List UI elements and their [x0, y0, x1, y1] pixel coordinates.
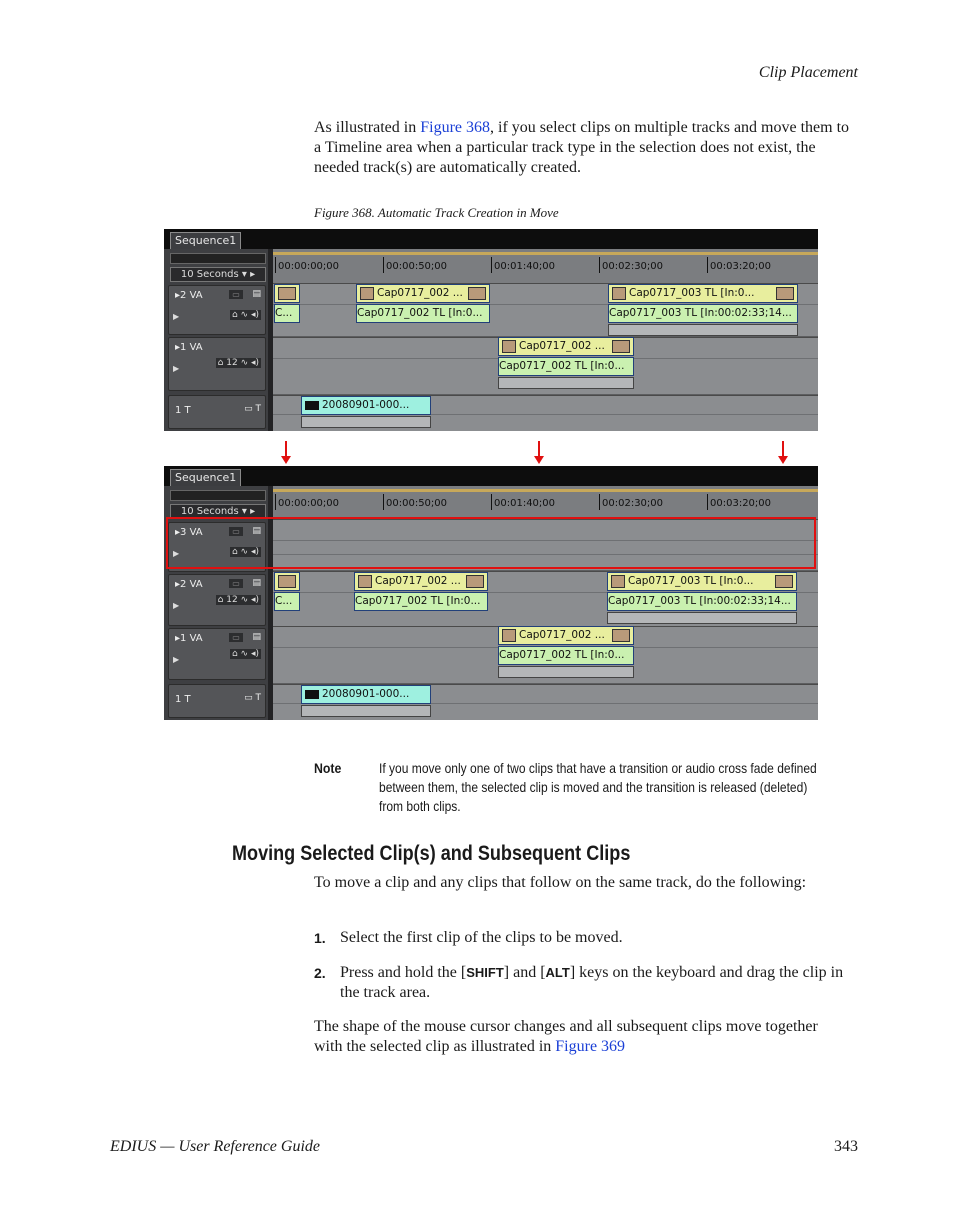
audio-toggle-icon[interactable]: ⌂ ∿ ◂) [231, 310, 259, 320]
ruler-tick: 00:00:00;00 [275, 494, 339, 510]
lock-icon[interactable]: ▭ [229, 633, 243, 642]
clip-audio[interactable]: C... [274, 304, 300, 323]
clip-icon [611, 575, 625, 588]
running-header: Clip Placement [758, 64, 858, 81]
step-text: Select the first clip of the clips to be moved. [340, 929, 623, 946]
ruler-strip [273, 252, 818, 255]
sequence-tab-bar [164, 466, 818, 486]
audio-toggle-icon[interactable]: ⌂ 12 ∿ ◂) [217, 595, 259, 605]
clip-waveform [607, 612, 797, 624]
clip-audio[interactable]: Cap0717_002 TL [In:0... [498, 646, 634, 665]
audio-toggle-icon[interactable]: ⌂ ∿ ◂) [231, 547, 259, 557]
video-toggle-icon[interactable]: ▤ [252, 578, 261, 588]
ruler-tick: 00:01:40;00 [491, 257, 555, 273]
clip-audio[interactable]: Cap0717_002 TL [In:0... [356, 304, 490, 323]
timeline-ruler[interactable] [273, 486, 818, 520]
clip-thumbnail [776, 287, 794, 300]
sequence-tab[interactable]: Sequence1 [170, 469, 241, 486]
alt-key: ALT [545, 965, 570, 980]
clip-video[interactable] [274, 284, 300, 303]
intro-before: As illustrated in [314, 119, 421, 136]
clip-audio[interactable]: Cap0717_003 TL [In:00:02:33;14... [608, 304, 798, 323]
clip-video[interactable]: Cap0717_002 ... [498, 626, 634, 645]
red-down-arrow [538, 441, 540, 457]
clip-thumbnail [775, 575, 793, 588]
shift-key: SHIFT [466, 965, 504, 980]
clip-waveform [498, 666, 634, 678]
ruler-tick: 00:02:30;00 [599, 257, 663, 273]
ruler-tick: 00:00:00;00 [275, 257, 339, 273]
track-name: ▸1 VA [175, 633, 203, 644]
timeline-ruler[interactable] [273, 249, 818, 283]
intro-paragraph [314, 118, 859, 178]
sequence-tab-bar [164, 229, 818, 249]
clip-icon [502, 340, 516, 353]
film-icon [305, 690, 319, 699]
clip-audio[interactable]: Cap0717_003 TL [In:00:02:33;14... [607, 592, 797, 611]
ruler-tick: 00:03:20;00 [707, 257, 771, 273]
ruler-tick: 00:03:20;00 [707, 494, 771, 510]
ruler-strip [273, 489, 818, 492]
zoom-slider[interactable] [170, 490, 266, 501]
track-name: 1 T [175, 405, 191, 416]
title-track-icon[interactable]: ▭ T [244, 693, 261, 703]
track-name: ▸2 VA [175, 579, 203, 590]
footer-title: EDIUS — User Reference Guide [110, 1138, 321, 1155]
clip-video[interactable]: Cap0717_002 ... [356, 284, 490, 303]
film-icon [305, 401, 319, 410]
clip-video[interactable] [274, 572, 300, 591]
clip-audio[interactable]: Cap0717_002 TL [In:0... [498, 357, 634, 376]
track-name: ▸1 VA [175, 342, 203, 353]
clip-thumbnail [612, 629, 630, 642]
step-1 [314, 928, 859, 949]
section-heading: Moving Selected Clip(s) and Subsequent Clips [232, 842, 631, 865]
track-name: ▸3 VA [175, 527, 203, 538]
clip-audio[interactable]: C... [274, 592, 300, 611]
clip-audio[interactable]: Cap0717_002 TL [In:0... [354, 592, 488, 611]
track-header-panel [164, 249, 270, 431]
ruler-tick: 00:01:40;00 [491, 494, 555, 510]
clip-thumbnail [278, 287, 296, 300]
clip-waveform [608, 324, 798, 336]
step-number: 2. [314, 965, 326, 981]
expand-icon[interactable]: ▶ [173, 549, 180, 558]
para-result: The shape of the mouse cursor changes and all subsequent clips move together with the selected clip as illustrated in Figure 369 [314, 1018, 818, 1055]
clip-video[interactable]: Cap0717_003 TL [In:0... [607, 572, 797, 591]
step-number: 1. [314, 930, 326, 946]
clip-video[interactable]: Cap0717_002 ... [498, 337, 634, 356]
figure-caption: Figure 368. Automatic Track Creation in Move [314, 205, 559, 220]
lock-icon[interactable]: ▭ [229, 527, 243, 536]
step-text: Press and hold the [SHIFT] and [ALT] keys on the keyboard and drag the clip in the track area. [340, 964, 844, 1001]
clip-video[interactable]: Cap0717_002 ... [354, 572, 488, 591]
clip-video[interactable]: Cap0717_003 TL [In:0... [608, 284, 798, 303]
clip-thumbnail [466, 575, 484, 588]
video-toggle-icon[interactable]: ▤ [252, 526, 261, 536]
title-clip-bar [301, 705, 431, 717]
track-header-1t[interactable] [168, 395, 266, 429]
title-clip[interactable]: 20080901-000... [301, 396, 431, 415]
track-header-1t[interactable] [168, 684, 266, 718]
title-clip[interactable]: 20080901-000... [301, 685, 431, 704]
clip-icon [360, 287, 374, 300]
timeline-before [164, 229, 818, 431]
timescale-select[interactable]: 10 Seconds ▾ ▸ [170, 267, 266, 282]
expand-icon[interactable]: ▶ [173, 312, 180, 321]
timescale-select[interactable]: 10 Seconds ▾ ▸ [170, 504, 266, 519]
sequence-tab[interactable]: Sequence1 [170, 232, 241, 249]
clip-icon [612, 287, 626, 300]
figure-369-link[interactable]: Figure 369 [555, 1038, 626, 1055]
clip-icon [502, 629, 516, 642]
intro-after: , if you select clips on multiple tracks and move them to a Timeline area when a particular track type in the selection does not exist, the needed track(s) are automatically created. [314, 119, 850, 176]
note-label: Note [314, 760, 342, 776]
new-track-highlight [166, 517, 816, 569]
expand-icon[interactable]: ▶ [173, 364, 180, 373]
expand-icon[interactable]: ▶ [173, 601, 180, 610]
ruler-tick: 00:02:30;00 [599, 494, 663, 510]
track-name: 1 T [175, 694, 191, 705]
track-header-2va[interactable] [168, 574, 266, 626]
lock-icon[interactable]: ▭ [229, 290, 243, 299]
para-intro: To move a clip and any clips that follow on the same track, do the following: [314, 874, 807, 891]
ruler-tick: 00:00:50;00 [383, 257, 447, 273]
clip-thumbnail [612, 340, 630, 353]
lock-icon[interactable]: ▭ [229, 579, 243, 588]
zoom-slider[interactable] [170, 253, 266, 264]
page-number: 343 [834, 1138, 858, 1155]
audio-toggle-icon[interactable]: ⌂ ∿ ◂) [231, 649, 259, 659]
step-2 [314, 963, 859, 1003]
track-header-1va[interactable] [168, 337, 266, 391]
figure-368-link[interactable]: Figure 368 [420, 119, 490, 136]
audio-toggle-icon[interactable]: ⌂ 12 ∿ ◂) [217, 358, 259, 368]
expand-icon[interactable]: ▶ [173, 655, 180, 664]
track-name: ▸2 VA [175, 290, 203, 301]
track-header-1va[interactable] [168, 628, 266, 680]
clip-thumbnail [468, 287, 486, 300]
red-down-arrow [782, 441, 784, 457]
video-toggle-icon[interactable]: ▤ [252, 289, 261, 299]
note-text: If you move only one of two clips that have a transition or audio cross fade defined between them, the selected clip is moved and the transition is released (deleted) from both clips. [379, 760, 817, 814]
ruler-tick: 00:00:50;00 [383, 494, 447, 510]
red-down-arrow [285, 441, 287, 457]
title-track-icon[interactable]: ▭ T [244, 404, 261, 414]
clip-thumbnail [278, 575, 296, 588]
clip-icon [358, 575, 372, 588]
track-header-2va[interactable] [168, 285, 266, 335]
title-clip-bar [301, 416, 431, 428]
clip-waveform [498, 377, 634, 389]
timeline-after [164, 466, 818, 720]
video-toggle-icon[interactable]: ▤ [252, 632, 261, 642]
